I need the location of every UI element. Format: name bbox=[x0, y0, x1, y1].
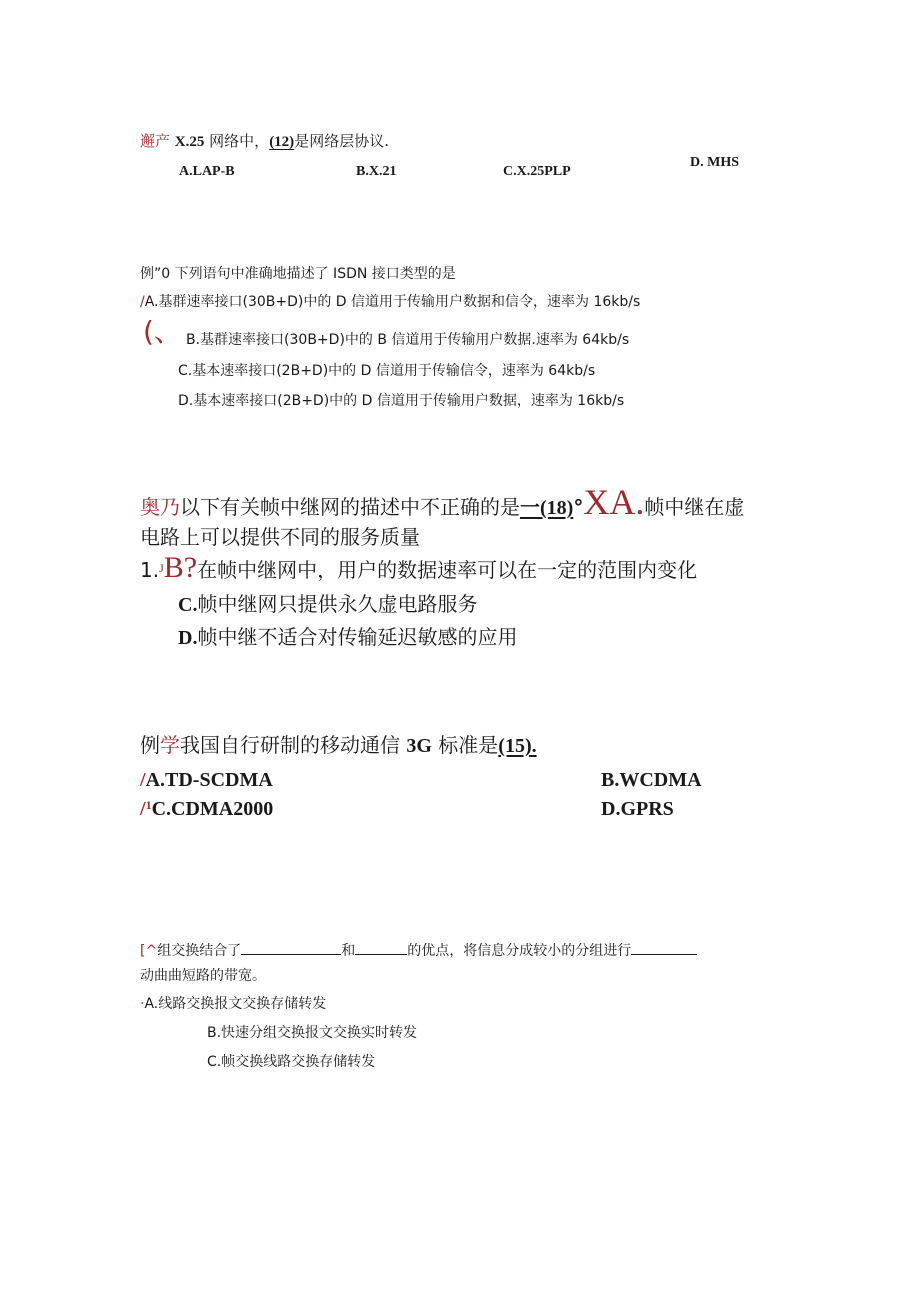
q3-option-c-line bbox=[178, 588, 477, 617]
q3-option-b-sup: J bbox=[159, 561, 164, 575]
q2-stem: 例”0 下列语句中准确地描述了 ISDN 接口类型的是 bbox=[140, 266, 456, 282]
q2-option-b: B.基群速率接口(30B+D)中的 B 信道用于传输用户数据.速率为 64kb/s bbox=[186, 332, 630, 348]
q5-option-b: B.快速分组交换报文交换实时转发 bbox=[207, 1025, 418, 1041]
q3-option-d-label: D. bbox=[178, 627, 198, 649]
q3-marker: 奥乃 bbox=[140, 495, 180, 519]
q4-option-a: A.TD-SCDMA bbox=[145, 769, 273, 791]
q3-option-d: 帧中继不适合对传输延迟敏感的应用 bbox=[197, 625, 518, 649]
q4-option-a-line bbox=[140, 769, 273, 792]
q4-option-c: C.CDMA2000 bbox=[151, 798, 274, 820]
q4-option-c-mark: / bbox=[140, 798, 146, 820]
q3-option-c-label: C. bbox=[178, 594, 198, 616]
q2-option-d: D.基本速率接口(2B+D)中的 D 信道用于传输用户数据，速率为 16kb/s bbox=[178, 393, 625, 409]
q2-option-c: C.基本速率接口(2B+D)中的 D 信道用于传输信令，速率为 64kb/s bbox=[178, 363, 596, 379]
q4-option-c-sup: 1 bbox=[145, 798, 152, 812]
q5-stem-c: 的优点，将信息分成较小的分组进行 bbox=[407, 943, 632, 959]
q3-degree: ° bbox=[573, 495, 584, 519]
q4-option-c-line bbox=[140, 798, 273, 821]
q4-stem-3g: 3G bbox=[406, 735, 432, 757]
q3-option-b-num: 1. bbox=[140, 558, 160, 582]
q1-option-d: D. MHS bbox=[690, 155, 739, 170]
q1-stem bbox=[140, 130, 389, 151]
q4-stem-prefix: 例 bbox=[140, 733, 160, 757]
q3-option-b: 在帧中继网中，用户的数据速率可以在一定的范围内变化 bbox=[197, 558, 698, 582]
q4-stem-text: 我国自行研制的移动通信 bbox=[180, 733, 400, 757]
q1-stem-rest: 是网络层协议. bbox=[294, 132, 389, 150]
q5-option-a-mark: · bbox=[140, 996, 145, 1012]
q3-blank: 一(18) bbox=[520, 497, 574, 519]
q3-big-mark: XA. bbox=[583, 482, 645, 522]
q3-stem bbox=[140, 482, 745, 523]
q2-option-a: A.基群速率接口(30B+D)中的 D 信道用于传输用户数据和信令，速率为 16kb/s bbox=[144, 294, 641, 310]
q5-blank-3 bbox=[631, 940, 697, 955]
q4-option-d: D.GPRS bbox=[601, 798, 674, 820]
q4-blank: (15). bbox=[498, 735, 537, 757]
q1-option-b: B.X.21 bbox=[356, 164, 397, 179]
q5-stem-b: 和 bbox=[341, 943, 356, 959]
q5-option-c: C.帧交换线路交换存储转发 bbox=[207, 1054, 376, 1070]
q4-option-a-mark: / bbox=[140, 769, 146, 791]
q4-option-b: B.WCDMA bbox=[601, 769, 702, 791]
q4-stem bbox=[140, 729, 537, 758]
q5-option-a-line bbox=[140, 993, 326, 1013]
q3-option-d-line bbox=[178, 621, 517, 650]
q5-blank-1 bbox=[241, 940, 341, 955]
q3-stem-text: 以下有关帧中继网的描述中不正确的是 bbox=[180, 495, 520, 519]
q5-stem-line2: 动曲曲短路的带宽。 bbox=[140, 968, 266, 984]
q5-option-a: A.线路交换报文交换存储转发 bbox=[144, 996, 327, 1012]
q3-option-c: 帧中继网只提供永久虚电路服务 bbox=[197, 592, 478, 616]
q4-stem-rest: 标准是 bbox=[438, 733, 499, 757]
q2-option-a-mark: / bbox=[140, 294, 145, 310]
q5-stem bbox=[140, 940, 697, 960]
q3-option-a-cont: 电路上可以提供不同的服务质量 bbox=[140, 525, 420, 549]
q5-blank-2 bbox=[355, 940, 407, 955]
q1-marker: 邂产 bbox=[140, 132, 171, 150]
q1-stem-x25: X.25 bbox=[174, 134, 205, 150]
q1-option-c: C.X.25PLP bbox=[503, 164, 571, 179]
q1-option-a: A.LAP-B bbox=[179, 164, 235, 179]
q5-stem-a: 组交换结合了 bbox=[157, 943, 242, 959]
q3-option-b-line bbox=[140, 552, 697, 586]
q2-option-a-line bbox=[140, 291, 640, 311]
q3-option-a-rest: 帧中继在虚 bbox=[644, 495, 745, 519]
q3-option-b-mark: B? bbox=[163, 551, 198, 584]
q5-marker: [^ bbox=[140, 943, 158, 959]
q2-option-b-mark: (、 bbox=[143, 315, 182, 348]
q1-stem-network: 网络中， bbox=[209, 132, 270, 150]
q4-stem-mark: 学 bbox=[160, 733, 180, 757]
q1-blank: (12) bbox=[269, 134, 295, 150]
